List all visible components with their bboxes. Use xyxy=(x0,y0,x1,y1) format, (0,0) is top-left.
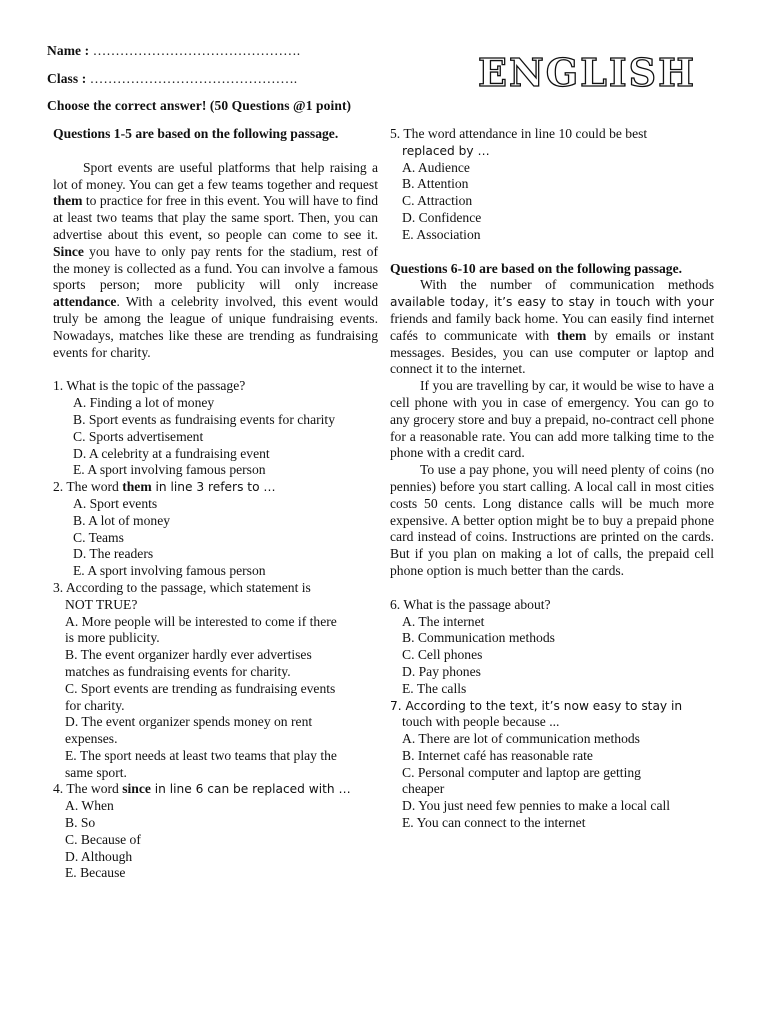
answer-option[interactable]: C. Sport events are trending as fundraising events xyxy=(65,680,336,696)
passage-paragraph xyxy=(390,277,714,378)
section-heading-1: Questions 1-5 are based on the following passage. xyxy=(53,126,339,141)
question-stem: 7. According to the text, it’s now easy to stay in xyxy=(390,698,683,713)
class-label: Class : xyxy=(47,71,87,86)
answer-option[interactable]: C. Attraction xyxy=(402,193,473,209)
question-1 xyxy=(53,378,378,479)
question-keyword: since xyxy=(122,781,151,797)
passage-text: available today, it’s easy to stay in touch with your xyxy=(390,295,714,310)
answer-option[interactable]: B. Sport events as fundraising events for charity xyxy=(73,411,335,427)
question-stem xyxy=(53,781,378,798)
passage-text: Sport events are useful platforms that help raising a lot of money. You can get a few teams together and request xyxy=(53,159,378,192)
answer-option[interactable]: B. Communication methods xyxy=(402,630,555,646)
answer-option[interactable]: A. The internet xyxy=(402,613,485,629)
answer-option[interactable]: E. Because xyxy=(65,865,126,881)
answer-option-continued[interactable]: matches as fundraising events for charity. xyxy=(65,663,291,679)
answer-option[interactable]: A. Audience xyxy=(402,159,470,175)
question-stem-continued: touch with people because ... xyxy=(402,714,560,730)
answer-option-continued[interactable]: is more publicity. xyxy=(65,630,160,646)
right-column xyxy=(390,126,714,832)
section-heading-2: Questions 6-10 are based on the following passage. xyxy=(390,260,683,276)
passage-keyword: them xyxy=(556,327,587,343)
passage-keyword: them xyxy=(53,193,83,209)
question-stem xyxy=(53,479,378,496)
passage-text: you have to only pay rents for the stadium, rest of the money is collected as a fund. You can involve a famous sports person; more publicity will only increase xyxy=(53,243,378,293)
question-5 xyxy=(390,126,714,244)
answer-option[interactable]: D. The readers xyxy=(73,546,154,562)
passage-text: friends and family back home. You can easily find internet cafés to communicate with xyxy=(390,310,714,343)
question-text: in line 6 can be replaced with … xyxy=(150,782,351,797)
passage-text: With the number of communication methods xyxy=(420,277,714,293)
answer-option[interactable]: C. Because of xyxy=(65,831,141,847)
class-field xyxy=(47,71,297,87)
answer-option[interactable]: A. There are lot of communication methods xyxy=(402,731,640,747)
subject-title: ENGLISH xyxy=(478,50,696,95)
answer-option-continued[interactable]: expenses. xyxy=(65,731,118,747)
passage-text: to practice for free in this event. You will have to find at least two teams that play the same sport. Then, you can advertise about this event, so people can come to see it. xyxy=(53,193,378,242)
passage-keyword: attendance xyxy=(53,294,117,310)
question-stem-continued: NOT TRUE? xyxy=(65,596,138,612)
question-text: 4. The word xyxy=(53,781,123,797)
passage-keyword: Since xyxy=(53,243,84,259)
question-stem: 6. What is the passage about? xyxy=(390,596,551,612)
answer-option[interactable]: A. Finding a lot of money xyxy=(73,395,215,411)
passage-paragraph: If you are travelling by car, it would be wise to have a cell phone with you in case of emergency. You can go to any grocery store and buy a prepaid, no-contract cell phone for a reasonable rate. You can add more talking time to the phone with a credit card. xyxy=(390,378,714,461)
answer-option[interactable]: B. Attention xyxy=(402,176,469,192)
answer-option[interactable]: C. Teams xyxy=(73,529,124,545)
question-stem: 5. The word attendance in line 10 could be best xyxy=(390,126,648,141)
passage-text: by emails or instant messages. Besides, you can use computer or laptop and connect it to the internet. xyxy=(390,327,714,377)
answer-option[interactable]: C. Cell phones xyxy=(402,647,483,663)
answer-option[interactable]: E. Association xyxy=(402,226,481,242)
reading-passage-1 xyxy=(53,160,378,362)
name-label: Name : xyxy=(47,43,90,58)
answer-option[interactable]: E. The sport needs at least two teams that play the xyxy=(65,747,337,763)
answer-option[interactable]: C. Sports advertisement xyxy=(73,428,204,444)
answer-option[interactable]: E. The calls xyxy=(402,680,467,696)
left-column xyxy=(53,126,378,882)
answer-option-continued[interactable]: same sport. xyxy=(65,764,127,780)
answer-option[interactable]: B. Internet café has reasonable rate xyxy=(402,747,593,763)
class-blank: ………………………………………. xyxy=(86,71,298,86)
answer-option-continued[interactable]: cheaper xyxy=(402,781,445,797)
answer-option[interactable]: E. You can connect to the internet xyxy=(402,815,586,831)
question-stem-continued: replaced by … xyxy=(402,143,490,158)
reading-passage-2 xyxy=(390,277,714,579)
answer-option[interactable]: D. The event organizer spends money on rent xyxy=(65,714,313,730)
answer-option[interactable]: E. A sport involving famous person xyxy=(73,462,266,478)
answer-option[interactable]: D. You just need few pennies to make a local call xyxy=(402,798,671,814)
answer-option-continued[interactable]: for charity. xyxy=(65,697,125,713)
question-stem: 1. What is the topic of the passage? xyxy=(53,378,246,394)
question-stem: 3. According to the passage, which statement is xyxy=(53,579,311,595)
answer-option[interactable]: D. Confidence xyxy=(402,209,482,225)
question-text: in line 3 refers to … xyxy=(151,480,276,495)
instructions: Choose the correct answer! (50 Questions @1 point) xyxy=(47,98,352,113)
answer-option[interactable]: D. A celebrity at a fundraising event xyxy=(73,445,270,461)
answer-option[interactable]: A. Sport events xyxy=(73,495,158,511)
passage-text: . With a celebrity involved, this event would truly be among the league of unique fundraising events. Nowadays, matches like these are trending as fundraising events for charity. xyxy=(53,294,378,360)
question-keyword: them xyxy=(122,479,152,495)
answer-option[interactable]: D. Pay phones xyxy=(402,663,481,679)
answer-option[interactable]: C. Personal computer and laptop are getting xyxy=(402,764,641,780)
question-3 xyxy=(53,580,378,782)
answer-option[interactable]: B. A lot of money xyxy=(73,512,171,528)
answer-option[interactable]: A. More people will be interested to come if there xyxy=(65,613,337,629)
question-7 xyxy=(390,698,714,832)
answer-option[interactable]: E. A sport involving famous person xyxy=(73,563,266,579)
passage-paragraph: To use a pay phone, you will need plenty of coins (no pennies) before you start calling. A local call in most cities costs 50 cents. Long distance calls will be much more expensive. A better option might be to buy a prepaid phone card instead of coins. Instructions are printed on the cards. But if you plan on making a lot of calls, the prepaid cell phone option is much better than the cards. xyxy=(390,462,714,578)
question-2 xyxy=(53,479,378,580)
question-6 xyxy=(390,597,714,698)
name-blank: ………………………………………. xyxy=(89,43,301,58)
answer-option[interactable]: D. Although xyxy=(65,848,133,864)
question-text: 2. The word xyxy=(53,479,123,495)
passage-paragraph xyxy=(53,160,378,362)
answer-option[interactable]: B. The event organizer hardly ever advertises xyxy=(65,647,312,663)
question-4 xyxy=(53,781,378,882)
answer-option[interactable]: B. So xyxy=(65,815,96,831)
answer-option[interactable]: A. When xyxy=(65,798,114,814)
name-field xyxy=(47,43,300,59)
